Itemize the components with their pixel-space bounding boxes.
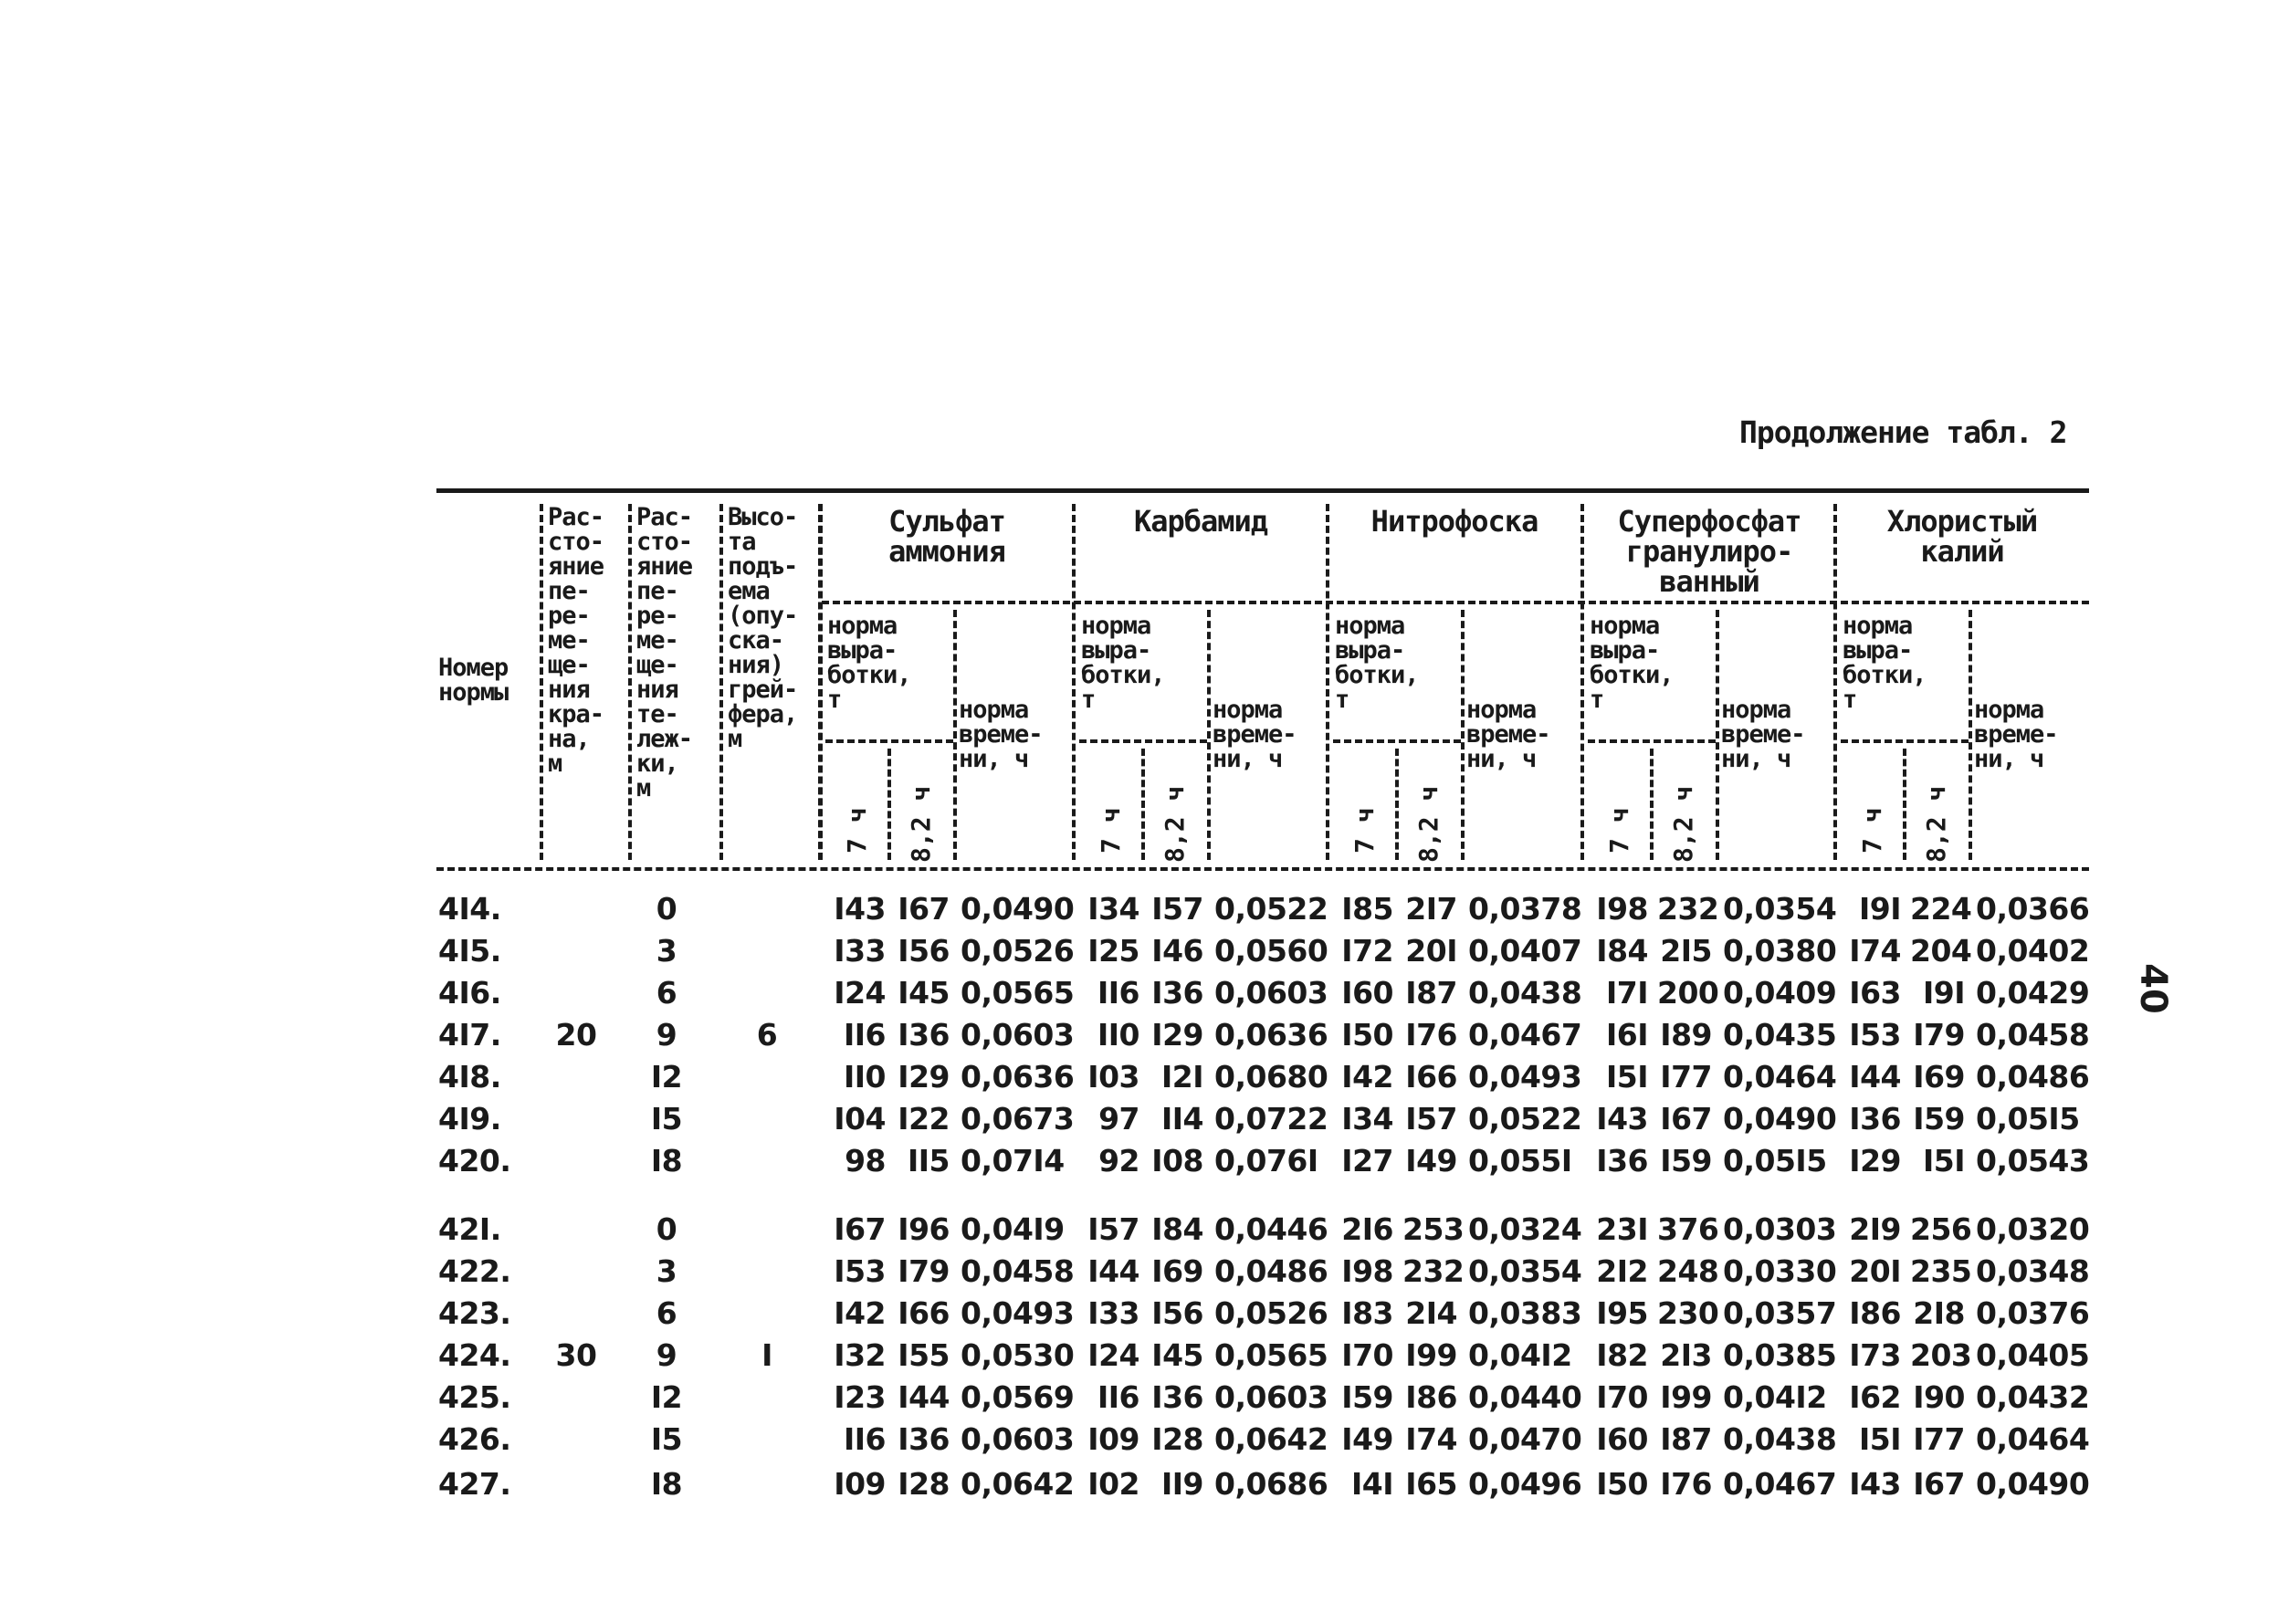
value-cell: 0,0496: [1468, 1466, 1582, 1502]
value-cell: 0,0603: [1214, 975, 1328, 1011]
value-cell: I44: [1087, 1253, 1139, 1289]
value-cell: 0,0603: [1214, 1379, 1328, 1415]
norm-output-header: норма выра- ботки, т: [1335, 612, 1419, 714]
value-cell: I45: [1151, 1337, 1203, 1373]
value-cell: 0,05I5: [1976, 1101, 2080, 1137]
value-cell: 0,0446: [1214, 1211, 1328, 1247]
value-cell: 0,0409: [1723, 975, 1837, 1011]
value-cell: II0: [1097, 1017, 1139, 1053]
value-cell: I03: [1087, 1059, 1139, 1095]
value-cell: 0,04I2: [1468, 1337, 1572, 1373]
value-cell: 0,0438: [1723, 1421, 1837, 1457]
value-cell: I50: [1341, 1017, 1393, 1053]
value-cell: 0,0526: [1214, 1295, 1328, 1331]
value-cell: I82: [1596, 1337, 1648, 1373]
row-number: 4I8.: [438, 1059, 501, 1095]
value-cell: 0,0380: [1723, 933, 1837, 969]
value-cell: 0,0435: [1723, 1017, 1837, 1053]
value-cell: 0,0432: [1976, 1379, 2090, 1415]
trolley-value: 6: [656, 1295, 677, 1331]
value-cell: I53: [1849, 1017, 1901, 1053]
value-cell: I5I: [1605, 1059, 1648, 1095]
group-header: Суперфосфат гранулиро- ванный: [1617, 504, 1801, 599]
value-cell: I72: [1341, 933, 1393, 969]
value-cell: 224: [1910, 891, 1972, 927]
value-cell: II6: [843, 1017, 886, 1053]
col-7h-header: 7 ч: [1096, 807, 1126, 854]
value-cell: I36: [1151, 1379, 1203, 1415]
value-cell: 97: [1098, 1101, 1139, 1137]
sub-separator: [1969, 610, 1972, 860]
value-cell: I49: [1341, 1421, 1393, 1457]
value-cell: I63: [1849, 975, 1901, 1011]
col-7h-header: 7 ч: [1857, 807, 1887, 854]
value-cell: 0,0354: [1723, 891, 1837, 927]
value-cell: I59: [1341, 1379, 1393, 1415]
value-cell: 0,0493: [1468, 1059, 1582, 1095]
value-cell: I67: [834, 1211, 886, 1247]
norm-output-header: норма выра- ботки, т: [827, 612, 911, 714]
group-separator: [1580, 504, 1584, 860]
value-cell: 20I: [1849, 1253, 1901, 1289]
group-rule: [822, 601, 2089, 604]
value-cell: I84: [1151, 1211, 1203, 1247]
col-82h-header: 8,2 ч: [906, 785, 936, 863]
value-cell: I98: [1341, 1253, 1393, 1289]
value-cell: I57: [1087, 1211, 1139, 1247]
col-7h-header: 7 ч: [1604, 807, 1634, 854]
value-cell: I67: [898, 891, 950, 927]
value-cell: 0,0530: [961, 1337, 1075, 1373]
norm-time-header: норма време- ни, ч: [1721, 696, 1805, 773]
row-number: 4I4.: [438, 891, 501, 927]
header-distance-trolley: Рас- сто- яние пе- ре- ме- ще- ния те- леж- ки, м: [636, 503, 693, 802]
value-cell: I60: [1341, 975, 1393, 1011]
value-cell: I85: [1341, 891, 1393, 927]
sub-rule: [1079, 739, 1207, 743]
value-cell: I43: [1849, 1466, 1901, 1502]
row-number: 4I6.: [438, 975, 501, 1011]
value-cell: 235: [1910, 1253, 1972, 1289]
value-cell: I4I: [1350, 1466, 1393, 1502]
value-cell: 248: [1657, 1253, 1719, 1289]
value-cell: I36: [1596, 1143, 1648, 1179]
value-cell: 0,0383: [1468, 1295, 1582, 1331]
group-header: Карбамид: [1133, 504, 1268, 539]
value-cell: I73: [1849, 1337, 1901, 1373]
row-number: 4I5.: [438, 933, 501, 969]
row-number: 426.: [438, 1421, 511, 1457]
value-cell: 20I: [1405, 933, 1457, 969]
value-cell: 0,0464: [1723, 1059, 1837, 1095]
value-cell: I44: [898, 1379, 950, 1415]
value-cell: I24: [1087, 1337, 1139, 1373]
value-cell: 0,0673: [961, 1101, 1075, 1137]
value-cell: I66: [1405, 1059, 1457, 1095]
value-cell: 0,0490: [961, 891, 1075, 927]
vsep: [540, 504, 543, 860]
value-cell: 0,0357: [1723, 1295, 1837, 1331]
value-cell: 0,0464: [1976, 1421, 2090, 1457]
trolley-value: 9: [656, 1017, 677, 1053]
value-cell: 0,04I2: [1723, 1379, 1827, 1415]
value-cell: 0,0407: [1468, 933, 1582, 969]
value-cell: I33: [834, 933, 886, 969]
sub-rule: [1333, 739, 1461, 743]
value-cell: 230: [1657, 1295, 1719, 1331]
value-cell: I74: [1849, 933, 1901, 969]
value-cell: 0,0330: [1723, 1253, 1837, 1289]
value-cell: I56: [1151, 1295, 1203, 1331]
value-cell: I9I: [1858, 891, 1901, 927]
row-number: 427.: [438, 1466, 511, 1502]
value-cell: I6I: [1605, 1017, 1648, 1053]
value-cell: I32: [834, 1337, 886, 1373]
value-cell: 0,0486: [1976, 1059, 2090, 1095]
sub-separator: [1903, 749, 1906, 860]
group-separator: [1072, 504, 1076, 860]
row-number: 420.: [438, 1143, 511, 1179]
value-cell: I42: [834, 1295, 886, 1331]
norm-output-header: норма выра- ботки, т: [1843, 612, 1927, 714]
value-cell: 0,0522: [1468, 1101, 1582, 1137]
value-cell: I77: [1913, 1421, 1965, 1457]
value-cell: I76: [1405, 1017, 1457, 1053]
value-cell: I34: [1341, 1101, 1393, 1137]
value-cell: II9: [1160, 1466, 1203, 1502]
value-cell: I65: [1405, 1466, 1457, 1502]
row-number: 4I9.: [438, 1101, 501, 1137]
sub-rule: [1841, 739, 1969, 743]
value-cell: 0,04I9: [961, 1211, 1065, 1247]
value-cell: 98: [845, 1143, 886, 1179]
value-cell: I77: [1660, 1059, 1712, 1095]
value-cell: 232: [1657, 891, 1719, 927]
header-number: Номер нормы: [438, 654, 509, 707]
header-distance-move: Рас- сто- яние пе- ре- ме- ще- ния кра- на, м: [548, 503, 604, 778]
value-cell: 0,0522: [1214, 891, 1328, 927]
page-number: 40: [2131, 963, 2174, 1014]
value-cell: I09: [1087, 1421, 1139, 1457]
value-cell: 0,0490: [1723, 1101, 1837, 1137]
value-cell: 0,0680: [1214, 1059, 1328, 1095]
value-cell: I57: [1151, 891, 1203, 927]
value-cell: I99: [1660, 1379, 1712, 1415]
value-cell: 0,0354: [1468, 1253, 1582, 1289]
value-cell: I42: [1341, 1059, 1393, 1095]
value-cell: I67: [1913, 1466, 1965, 1502]
vsep: [719, 504, 723, 860]
header-bottom-rule: [436, 867, 2089, 871]
value-cell: I22: [898, 1101, 950, 1137]
value-cell: I50: [1596, 1466, 1648, 1502]
value-cell: II6: [843, 1421, 886, 1457]
group-separator: [1326, 504, 1329, 860]
value-cell: I28: [898, 1466, 950, 1502]
value-cell: 0,0642: [1214, 1421, 1328, 1457]
value-cell: I45: [898, 975, 950, 1011]
value-cell: I5I: [1858, 1421, 1901, 1457]
value-cell: I90: [1913, 1379, 1965, 1415]
value-cell: I69: [1151, 1253, 1203, 1289]
col-82h-header: 8,2 ч: [1668, 785, 1698, 863]
trolley-value: 9: [656, 1337, 677, 1373]
value-cell: 0,0467: [1723, 1466, 1837, 1502]
value-cell: I7I: [1605, 975, 1648, 1011]
value-cell: 23I: [1596, 1211, 1648, 1247]
value-cell: II6: [1097, 975, 1139, 1011]
value-cell: 0,0303: [1723, 1211, 1837, 1247]
value-cell: 0,0467: [1468, 1017, 1582, 1053]
value-cell: I96: [898, 1211, 950, 1247]
value-cell: 0,0722: [1214, 1101, 1328, 1137]
value-cell: I23: [834, 1379, 886, 1415]
value-cell: 2I4: [1405, 1295, 1457, 1331]
trolley-value: I8: [650, 1143, 683, 1179]
value-cell: 0,0490: [1976, 1466, 2090, 1502]
value-cell: I44: [1849, 1059, 1901, 1095]
value-cell: 0,0686: [1214, 1466, 1328, 1502]
value-cell: 0,0565: [961, 975, 1075, 1011]
trolley-value: I5: [650, 1421, 683, 1457]
value-cell: I79: [1913, 1017, 1965, 1053]
sub-separator: [1461, 610, 1465, 860]
value-cell: 200: [1657, 975, 1719, 1011]
col-82h-header: 8,2 ч: [1921, 785, 1951, 863]
value-cell: 2I2: [1596, 1253, 1648, 1289]
col-7h-header: 7 ч: [1349, 807, 1380, 854]
value-cell: 92: [1098, 1143, 1139, 1179]
row-number: 42I.: [438, 1211, 501, 1247]
value-cell: 2I6: [1341, 1211, 1393, 1247]
value-cell: I95: [1596, 1295, 1648, 1331]
value-cell: 0,0429: [1976, 975, 2090, 1011]
value-cell: I70: [1596, 1379, 1648, 1415]
value-cell: I36: [1151, 975, 1203, 1011]
distance-value: 20: [555, 1017, 597, 1053]
value-cell: I04: [834, 1101, 886, 1137]
value-cell: 0,0440: [1468, 1379, 1582, 1415]
table-caption: Продолжение табл. 2: [1739, 414, 2067, 450]
value-cell: I59: [1660, 1143, 1712, 1179]
sub-separator: [1141, 749, 1145, 860]
value-cell: I76: [1660, 1466, 1712, 1502]
value-cell: I84: [1596, 933, 1648, 969]
value-cell: 0,0565: [1214, 1337, 1328, 1373]
value-cell: I59: [1913, 1101, 1965, 1137]
value-cell: 203: [1910, 1337, 1972, 1373]
value-cell: 2I7: [1405, 891, 1457, 927]
value-cell: 0,0458: [1976, 1017, 2090, 1053]
value-cell: 0,0402: [1976, 933, 2090, 969]
value-cell: 0,07I4: [961, 1143, 1065, 1179]
value-cell: I69: [1913, 1059, 1965, 1095]
value-cell: 0,0526: [961, 933, 1075, 969]
value-cell: 2I5: [1660, 933, 1712, 969]
value-cell: 0,0458: [961, 1253, 1075, 1289]
row-number: 422.: [438, 1253, 511, 1289]
col-82h-header: 8,2 ч: [1413, 785, 1444, 863]
height-value: 6: [756, 1017, 778, 1053]
value-cell: 0,076I: [1214, 1143, 1318, 1179]
row-number: 424.: [438, 1337, 511, 1373]
value-cell: I89: [1660, 1017, 1712, 1053]
sub-separator: [1207, 610, 1211, 860]
norm-output-header: норма выра- ботки, т: [1081, 612, 1165, 714]
value-cell: I53: [834, 1253, 886, 1289]
value-cell: I62: [1849, 1379, 1901, 1415]
value-cell: I5I: [1922, 1143, 1965, 1179]
value-cell: 232: [1402, 1253, 1465, 1289]
value-cell: I86: [1405, 1379, 1457, 1415]
value-cell: 0,0636: [961, 1059, 1075, 1095]
value-cell: I29: [1849, 1143, 1901, 1179]
value-cell: I83: [1341, 1295, 1393, 1331]
value-cell: II4: [1160, 1101, 1203, 1137]
value-cell: 0,0560: [1214, 933, 1328, 969]
value-cell: 0,0603: [961, 1421, 1075, 1457]
value-cell: I24: [834, 975, 886, 1011]
value-cell: I29: [898, 1059, 950, 1095]
value-cell: 2I9: [1849, 1211, 1901, 1247]
value-cell: 0,0376: [1976, 1295, 2090, 1331]
value-cell: I02: [1087, 1466, 1139, 1502]
value-cell: I08: [1151, 1143, 1203, 1179]
norm-time-header: норма време- ни, ч: [959, 696, 1043, 773]
group-header: Сульфат аммония: [888, 504, 1005, 569]
value-cell: I43: [1596, 1101, 1648, 1137]
norm-time-header: норма време- ни, ч: [1974, 696, 2058, 773]
value-cell: I34: [1087, 891, 1139, 927]
value-cell: 0,0366: [1976, 891, 2090, 927]
value-cell: 204: [1910, 933, 1972, 969]
value-cell: I09: [834, 1466, 886, 1502]
trolley-value: I8: [650, 1466, 683, 1502]
value-cell: I33: [1087, 1295, 1139, 1331]
value-cell: 0,0470: [1468, 1421, 1582, 1457]
trolley-value: 0: [656, 891, 677, 927]
value-cell: I29: [1151, 1017, 1203, 1053]
trolley-value: 6: [656, 975, 677, 1011]
value-cell: 0,0320: [1976, 1211, 2090, 1247]
value-cell: 0,0569: [961, 1379, 1075, 1415]
value-cell: 2I8: [1913, 1295, 1965, 1331]
value-cell: I70: [1341, 1337, 1393, 1373]
value-cell: I55: [898, 1337, 950, 1373]
value-cell: I27: [1341, 1143, 1393, 1179]
sub-separator: [953, 610, 957, 860]
group-separator: [818, 504, 822, 860]
trolley-value: 3: [656, 933, 677, 969]
value-cell: 0,0543: [1976, 1143, 2090, 1179]
norm-time-header: норма време- ни, ч: [1466, 696, 1550, 773]
value-cell: I36: [898, 1421, 950, 1457]
value-cell: I86: [1849, 1295, 1901, 1331]
sub-rule: [1588, 739, 1716, 743]
value-cell: II0: [843, 1059, 886, 1095]
value-cell: 0,0378: [1468, 891, 1582, 927]
value-cell: II6: [1097, 1379, 1139, 1415]
header-height: Высо- та подъ- ема (опу- ска- ния) грей- фера, м: [728, 503, 798, 753]
value-cell: I46: [1151, 933, 1203, 969]
value-cell: I36: [1849, 1101, 1901, 1137]
value-cell: I79: [898, 1253, 950, 1289]
value-cell: 0,0324: [1468, 1211, 1582, 1247]
value-cell: 256: [1910, 1211, 1972, 1247]
value-cell: I60: [1596, 1421, 1648, 1457]
value-cell: I25: [1087, 933, 1139, 969]
value-cell: 0,0438: [1468, 975, 1582, 1011]
value-cell: 0,0636: [1214, 1017, 1328, 1053]
value-cell: I67: [1660, 1101, 1712, 1137]
value-cell: I9I: [1922, 975, 1965, 1011]
value-cell: 0,0603: [961, 1017, 1075, 1053]
value-cell: I66: [898, 1295, 950, 1331]
value-cell: II5: [907, 1143, 950, 1179]
trolley-value: 0: [656, 1211, 677, 1247]
height-value: I: [761, 1337, 772, 1373]
trolley-value: I5: [650, 1101, 683, 1137]
value-cell: 2I3: [1660, 1337, 1712, 1373]
norm-time-header: норма време- ни, ч: [1213, 696, 1297, 773]
top-rule: [436, 488, 2089, 493]
value-cell: I99: [1405, 1337, 1457, 1373]
value-cell: I28: [1151, 1421, 1203, 1457]
value-cell: 0,05I5: [1723, 1143, 1827, 1179]
value-cell: I87: [1660, 1421, 1712, 1457]
sub-separator: [1395, 749, 1399, 860]
group-header: Нитрофоска: [1370, 504, 1538, 539]
row-number: 4I7.: [438, 1017, 501, 1053]
value-cell: 0,0642: [961, 1466, 1075, 1502]
sub-separator: [887, 749, 891, 860]
value-cell: I49: [1405, 1143, 1457, 1179]
col-82h-header: 8,2 ч: [1160, 785, 1190, 863]
value-cell: 0,0348: [1976, 1253, 2090, 1289]
value-cell: 0,0405: [1976, 1337, 2090, 1373]
col-7h-header: 7 ч: [842, 807, 872, 854]
value-cell: 0,055I: [1468, 1143, 1572, 1179]
group-header: Хлористый калий: [1886, 504, 2038, 569]
sub-rule: [825, 739, 953, 743]
value-cell: I87: [1405, 975, 1457, 1011]
value-cell: 0,0493: [961, 1295, 1075, 1331]
value-cell: I56: [898, 933, 950, 969]
value-cell: 0,0385: [1723, 1337, 1837, 1373]
value-cell: 376: [1657, 1211, 1719, 1247]
norm-output-header: норма выра- ботки, т: [1590, 612, 1674, 714]
value-cell: I98: [1596, 891, 1648, 927]
group-separator: [1833, 504, 1837, 860]
vsep: [628, 504, 632, 860]
trolley-value: I2: [650, 1379, 683, 1415]
trolley-value: 3: [656, 1253, 677, 1289]
trolley-value: I2: [650, 1059, 683, 1095]
value-cell: I43: [834, 891, 886, 927]
distance-value: 30: [555, 1337, 597, 1373]
sub-separator: [1650, 749, 1654, 860]
value-cell: I2I: [1160, 1059, 1203, 1095]
value-cell: I36: [898, 1017, 950, 1053]
row-number: 425.: [438, 1379, 511, 1415]
sub-separator: [1716, 610, 1719, 860]
value-cell: I74: [1405, 1421, 1457, 1457]
value-cell: 0,0486: [1214, 1253, 1328, 1289]
row-number: 423.: [438, 1295, 511, 1331]
value-cell: I57: [1405, 1101, 1457, 1137]
value-cell: 253: [1402, 1211, 1465, 1247]
